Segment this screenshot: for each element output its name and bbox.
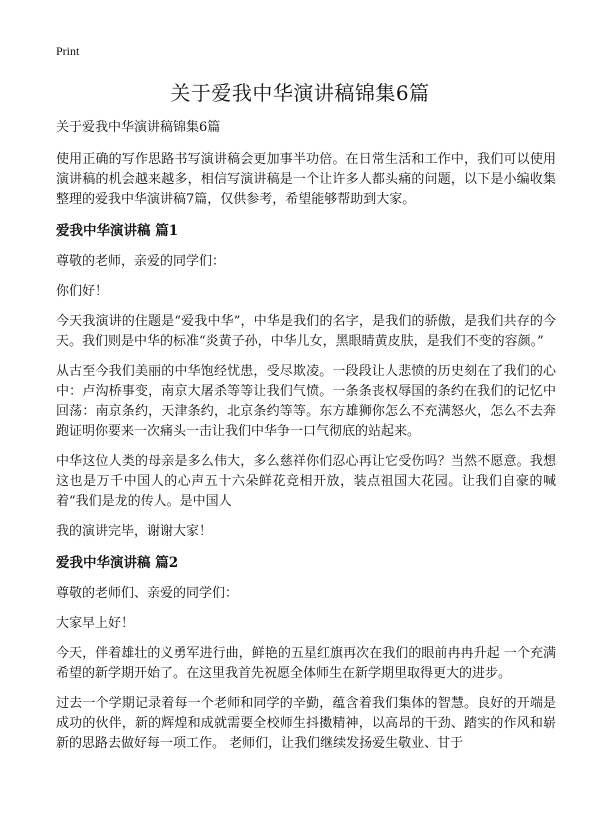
- paragraph: 我的演讲完毕，谢谢大家！: [56, 524, 213, 539]
- paragraph: 从古至今我们美丽的中华饱经忧患，受尽欺凌。一段段让人悲愤的历史刻在了我们的心中：卢沟桥事变，南京大屠杀等等让我们气愤。一条条丧权辱国的条约在我们的记忆中回荡：南京条约，天津条约，北京条约等等。东方雄狮你怎么不充满怒火，怎么不去奔跑证明你要来一次痛头一击让我们中华争一口气彻底的站起来。: [56, 364, 556, 439]
- section-heading: 爱我中华演讲稿 篇2: [56, 555, 179, 571]
- paragraph: 今天我演讲的住题是“爱我中华”，中华是我们的名字，是我们的骄傲，是我们共存的今天。我们则是中华的标准“炎黄子孙，中华儿女，黑眼睛黄皮肤，是我们不变的容颜。”: [56, 314, 556, 349]
- document-body: [56, 118, 556, 764]
- document-subtitle: 关于爱我中华演讲稿锦集6篇: [56, 120, 221, 135]
- paragraph: 尊敬的老师们、亲爱的同学们：: [56, 586, 239, 601]
- paragraph: 大家早上好！: [56, 616, 135, 631]
- paragraph: 今天，伴着雄壮的义勇军进行曲，鲜艳的五星红旗再次在我们的眼前冉冉升起 一个充满希望的新学期开始了。在这里我首先祝愿全体师生在新学期里取得更大的进步。: [56, 646, 556, 681]
- paragraph: 你们好！: [56, 284, 109, 299]
- paragraph: 过去一个学期记录着每一个老师和同学的辛勤，蕴含着我们集体的智慧。良好的开端是成功的伙伴，新的辉煌和成就需要全校师生抖擞精神，以高昂的干劲、踏实的作风和崭新的思路去做好每一项工作。 老师们，让我们继续发扬爱生敬业、甘于: [56, 696, 556, 751]
- document-title: 关于爱我中华演讲稿锦集6篇: [170, 81, 430, 105]
- paragraph: 尊敬的老师，亲爱的同学们：: [56, 254, 226, 269]
- intro-paragraph: 使用正确的写作思路书写演讲稿会更加事半功倍。在日常生活和工作中，我们可以使用演讲稿的机会越来越多，相信写演讲稿是一个让许多人都头痛的问题，以下是小编收集整理的爱我中华演讲稿7篇，仅供参考，希望能够帮助到大家。: [56, 152, 556, 207]
- section-heading: 爱我中华演讲稿 篇1: [56, 223, 179, 239]
- print-link[interactable]: Print: [56, 44, 80, 58]
- paragraph: 中华这位人类的母亲是多么伟大，多么慈祥你们忍心再让它受伤吗？当然不愿意。我想这也是万千中国人的心声五十六朵鲜花竞相开放，装点祖国大花园。让我们自豪的喊着“我们是龙的传人。是中国人: [56, 454, 556, 509]
